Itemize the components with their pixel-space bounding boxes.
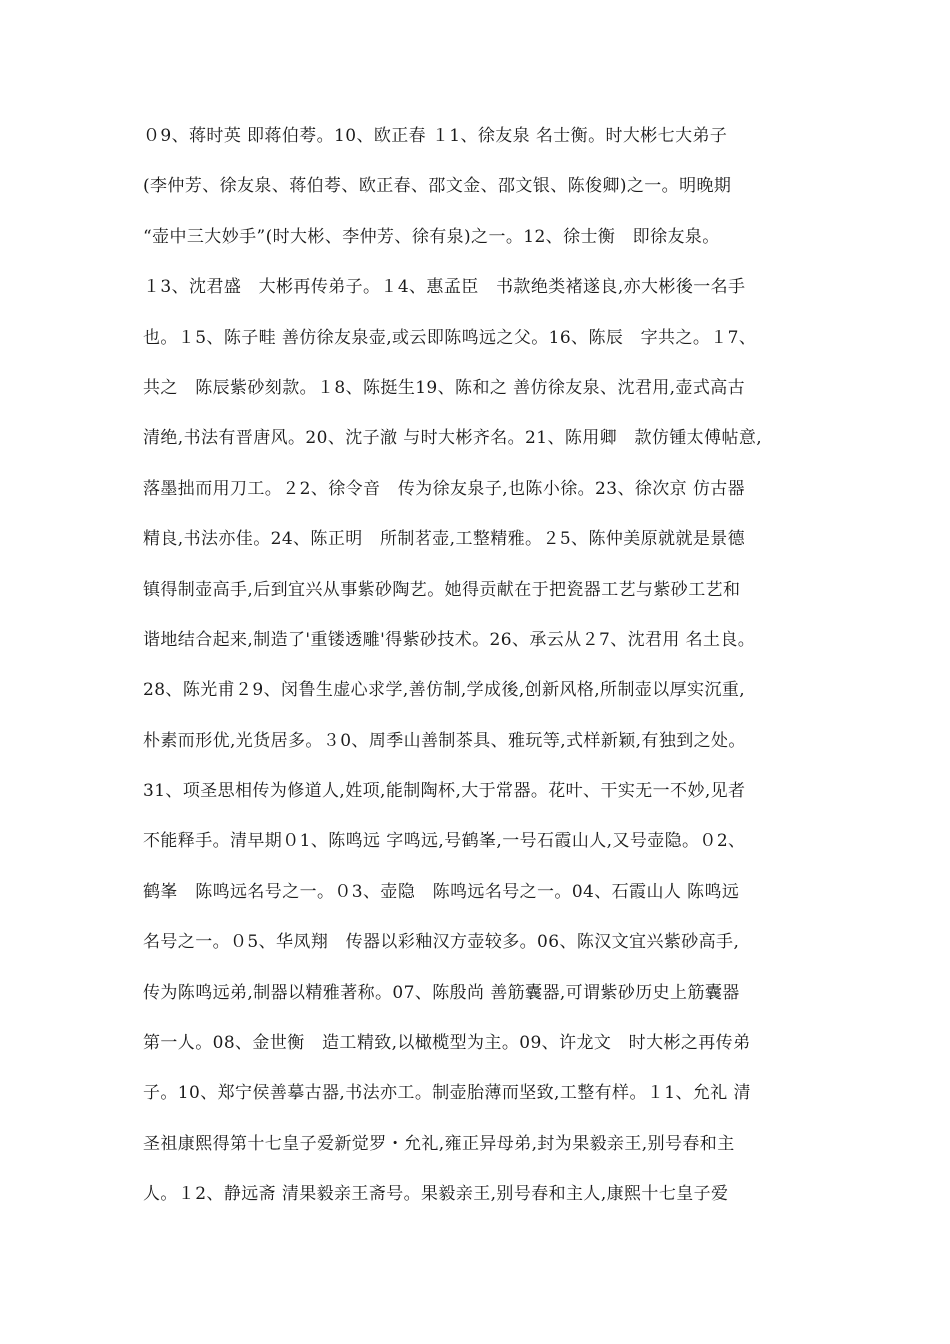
- text-line: ０9、蒋时英 即蒋伯荂。10、欧正春 １1、徐友泉 名士衡。时大彬七大弟子: [143, 126, 728, 146]
- text-line: 鹤峯 陈鸣远名号之一。０3、壶隐 陈鸣远名号之一。04、石霞山人 陈鸣远: [143, 881, 740, 902]
- text-line: “壶中三大妙手”(时大彬、李仲芳、徐有泉)之一。12、徐士衡 即徐友泉。: [143, 226, 720, 247]
- text-line: 名号之一。０5、华凤翔 传器以彩釉汉方壶较多。06、陈汉文宜兴紫砂高手,: [143, 932, 740, 953]
- text-line: 28、陈光甫２9、闵鲁生虚心求学,善仿制,学成後,创新风格,所制壶以厚实沉重,: [143, 680, 746, 701]
- text-line: 朴素而形优,光货居多。３0、周季山善制茶具、雅玩等,式样新颖,有独到之处。: [143, 730, 746, 751]
- text-line: 落墨拙而用刀工。２2、徐令音 传为徐友泉子,也陈小徐。23、徐次京 仿古器: [143, 478, 746, 499]
- text-line: 共之 陈辰紫砂刻款。１8、陈挺生19、陈和之 善仿徐友泉、沈君用,壶式高古: [143, 377, 746, 398]
- text-line: 清绝,书法有晋唐风。20、沈子澈 与时大彬齐名。21、陈用卿 款仿锺太傅帖意,: [143, 428, 763, 449]
- text-line: 子。10、郑宁侯善摹古器,书法亦工。制壶胎薄而坚致,工整有样。１1、允礼 清: [143, 1083, 751, 1104]
- text-line: 第一人。08、金世衡 造工精致,以橄榄型为主。09、许龙文 时大彬之再传弟: [143, 1033, 751, 1054]
- text-line: １3、沈君盛 大彬再传弟子。１4、惠孟臣 书款绝类褚遂良,亦大彬後一名手: [143, 277, 746, 298]
- text-line: 也。１5、陈子畦 善仿徐友泉壶,或云即陈鸣远之父。16、陈辰 字共之。１7、: [143, 327, 757, 348]
- text-line: 谐地结合起来,制造了'重镂透雕'得紫砂技术。26、承云从２7、沈君用 名土良。: [143, 629, 756, 650]
- text-line: 传为陈鸣远弟,制器以精雅著称。07、陈殷尚 善筋囊器,可谓紫砂历史上筋囊器: [143, 982, 740, 1003]
- text-line: 圣祖康熙得第十七皇子爱新觉罗・允礼,雍正异母弟,封为果毅亲王,别号春和主: [143, 1133, 735, 1154]
- text-line: 31、项圣思相传为修道人,姓项,能制陶杯,大于常器。花叶、干实无一不妙,见者: [143, 781, 746, 802]
- text-line: (李仲芳、徐友泉、蒋伯荂、欧正春、邵文金、邵文银、陈俊卿)之一。明晚期: [143, 176, 732, 197]
- text-line: 精良,书法亦佳。24、陈正明 所制茗壶,工整精雅。２5、陈仲美原就就是景德: [143, 529, 746, 550]
- text-line: 人。１2、静远斋 清果毅亲王斋号。果毅亲王,别号春和主人,康熙十七皇子爱: [143, 1184, 729, 1205]
- text-line: 镇得制壶高手,后到宜兴从事紫砂陶艺。她得贡献在于把瓷器工艺与紫砂工艺和: [143, 579, 741, 600]
- text-line: 不能释手。清早期０1、陈鸣远 字鸣远,号鹤峯,一号石霞山人,又号壶隐。０2、: [143, 831, 746, 852]
- body-text: [143, 118, 823, 1227]
